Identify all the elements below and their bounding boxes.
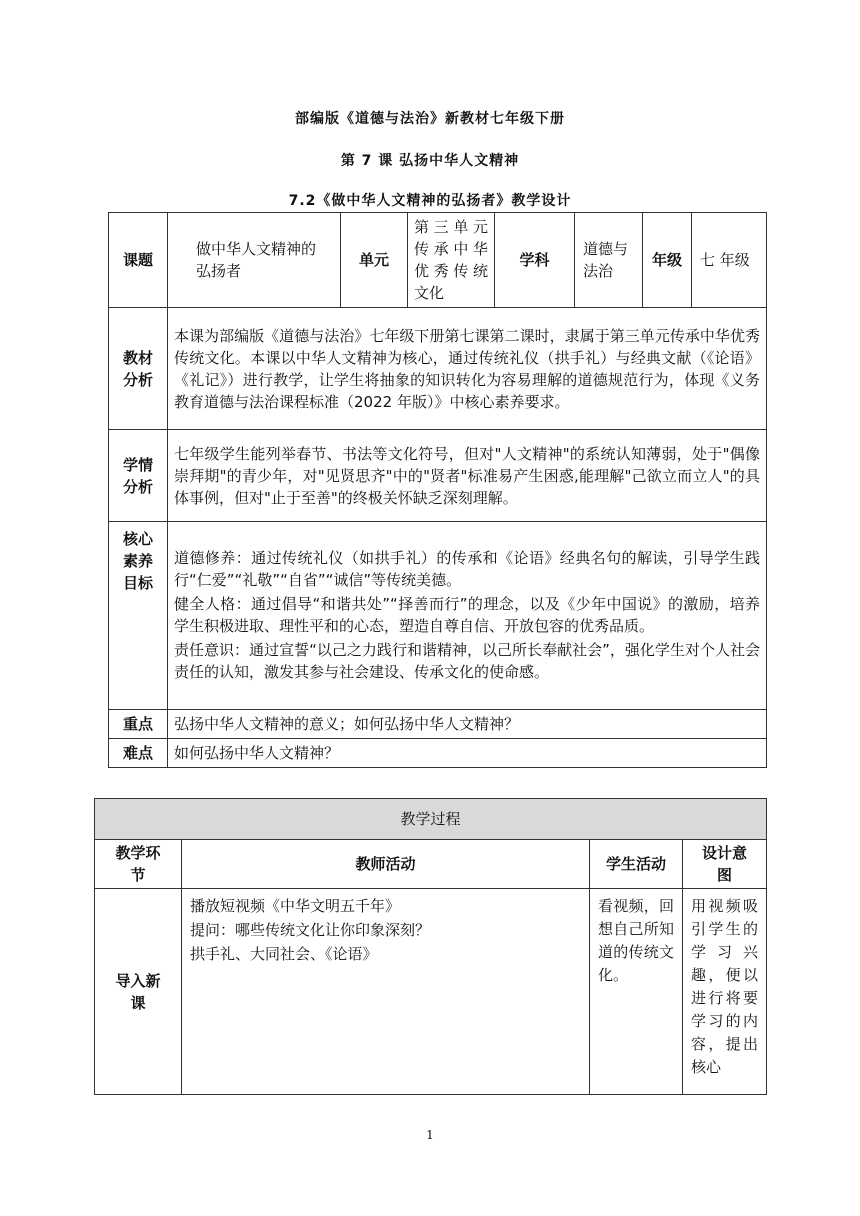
teacher-line: 提问：哪些传统文化让你印象深刻？ bbox=[190, 921, 431, 939]
col-stage: 教学环节 bbox=[95, 840, 182, 889]
teacher-cell bbox=[182, 889, 590, 1095]
difficulty-label: 难点 bbox=[109, 739, 168, 768]
doc-title: 部编版《道德与法治》新教材七年级下册 bbox=[295, 111, 565, 127]
grade-value: 七 年级 bbox=[692, 213, 767, 308]
col-teacher: 教师活动 bbox=[182, 840, 590, 889]
design-title: 7.2《做中华人文精神的弘扬者》教学设计 bbox=[288, 193, 572, 209]
grade-label: 年级 bbox=[643, 213, 692, 308]
page-number: 1 bbox=[426, 1128, 434, 1142]
topic-label: 课题 bbox=[109, 213, 168, 308]
unit-label: 单元 bbox=[341, 213, 408, 308]
goals-text bbox=[168, 522, 767, 710]
col-student: 学生活动 bbox=[590, 840, 683, 889]
student-cell: 看视频，回想自己所知道的传统文化。 bbox=[590, 889, 683, 1095]
material-label: 教材分析 bbox=[109, 308, 168, 430]
topic-value: 做中华人文精神的弘扬者 bbox=[168, 213, 341, 308]
goals-label: 核心素养目标 bbox=[109, 522, 168, 710]
difficulty-text: 如何弘扬中华人文精神？ bbox=[168, 739, 767, 768]
student-label: 学情分析 bbox=[109, 430, 168, 522]
stage-cell: 导入新课 bbox=[95, 889, 182, 1095]
goal-moral: 道德修养：通过传统礼仪（如拱手礼）的传承和《论语》经典名句的解读，引导学生践行“仁爱”“礼敬”“自省”“诚信”等传统美德。 bbox=[174, 548, 760, 589]
teacher-line: 拱手礼、大同社会、《论语》 bbox=[190, 945, 378, 963]
material-text: 本课为部编版《道德与法治》七年级下册第七课第二课时，隶属于第三单元传承中华优秀传统文化。本课以中华人文精神为核心，通过传统礼仪（拱手礼）与经典文献（《论语》《礼记》）进行教学，让学生将抽象的知识转化为容易理解的道德规范行为，体现《义务教育道德与法治课程标准（2022 年版）》中核心素养要求。 bbox=[168, 308, 767, 430]
subject-value: 道德与法治 bbox=[575, 213, 643, 308]
teacher-line: 播放短视频《中华文明五千年》 bbox=[190, 897, 401, 915]
col-design: 设计意图 bbox=[683, 840, 767, 889]
goal-responsibility: 责任意识：通过宣誓“以己之力践行和谐精神，以己所长奉献社会”，强化学生对个人社会责任的认知，激发其参与社会建设、传承文化的使命感。 bbox=[174, 640, 760, 681]
design-cell: 用视频吸引学生的学习兴趣，便以进行将要学习的内容，提出核心 bbox=[683, 889, 767, 1095]
key-text: 弘扬中华人文精神的意义；如何弘扬中华人文精神？ bbox=[168, 710, 767, 739]
lesson-title: 第 7 课 弘扬中华人文精神 bbox=[340, 153, 520, 169]
goal-personality: 健全人格：通过倡导“和谐共处”“择善而行”的理念，以及《少年中国说》的激励，培养学生积极进取、理性平和的心态，塑造自尊自信、开放包容的优秀品质。 bbox=[174, 594, 760, 635]
student-text: 七年级学生能列举春节、书法等文化符号，但对"人文精神"的系统认知薄弱，处于"偶像崇拜期"的青少年，对"见贤思齐"中的"贤者"标准易产生困惑,能理解"己欲立而立人"的具体事例，但对"止于至善"的终极关怀缺乏深刻理解。 bbox=[168, 430, 767, 522]
process-title: 教学过程 bbox=[95, 799, 767, 840]
unit-value: 第三单元 传承中华优秀传统文化 bbox=[408, 213, 495, 308]
key-label: 重点 bbox=[109, 710, 168, 739]
subject-label: 学科 bbox=[495, 213, 575, 308]
info-table bbox=[108, 212, 767, 768]
process-table bbox=[94, 798, 767, 1095]
